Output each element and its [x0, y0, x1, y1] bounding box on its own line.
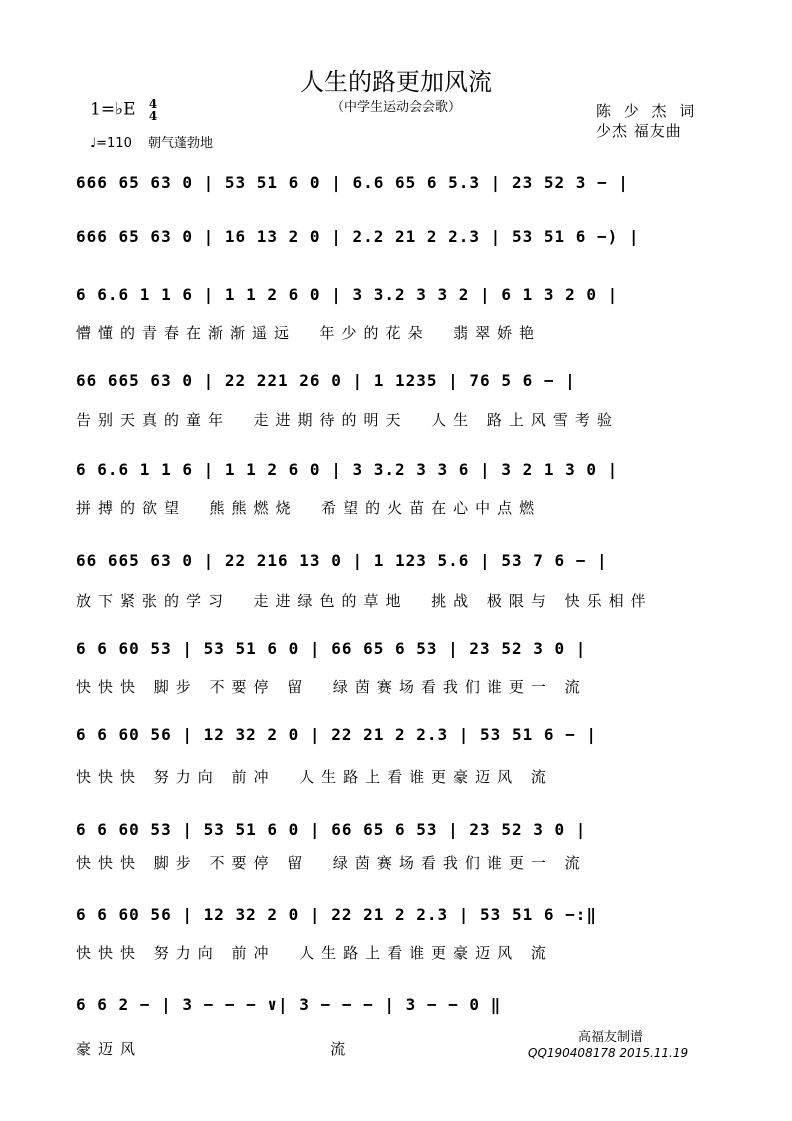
transcriber: 高福友制谱: [578, 1030, 644, 1045]
tempo-marking: [90, 132, 213, 151]
staff-line: [76, 455, 726, 485]
lyric-line: 豪迈风 流: [76, 1040, 353, 1058]
lyric-line: 告别天真的童年 走进期待的明天 人生 路上风雪考验: [76, 411, 619, 429]
staff-notes: 66 665 63 0 | 22 216 13 0 | 1 123 5.6 | 53 7 6 − |: [76, 551, 608, 570]
lyric-line: 放下紧张的学习 走进绿色的草地 挑战 极限与 快乐相伴: [76, 592, 653, 610]
staff-line: [76, 634, 726, 664]
staff-line: [76, 720, 726, 750]
key-signature: [90, 98, 157, 122]
staff-notes: 6 6 60 56 | 12 32 2 0 | 22 21 2 2.3 | 53 51 6 −:‖: [76, 905, 598, 924]
staff-line: [76, 546, 726, 576]
contact-date: QQ190408178 2015.11.19: [528, 1046, 689, 1060]
staff-line: [76, 280, 726, 310]
key-label: 1=♭E: [90, 99, 136, 120]
staff-notes: 666 65 63 0 | 16 13 2 0 | 2.2 21 2 2.3 | 53 51 6 −) |: [76, 227, 640, 246]
expression-mark: 朝气蓬勃地: [147, 136, 213, 151]
staff-notes: 6 6 2 − | 3 − − − ∨| 3 − − − | 3 − − 0 ‖: [76, 995, 502, 1014]
composer-credit: 少杰 福友曲: [596, 122, 682, 140]
staff-line: [76, 366, 726, 396]
staff-notes: 6 6 60 53 | 53 51 6 0 | 66 65 6 53 | 23 52 3 0 |: [76, 820, 587, 839]
staff-line: [76, 222, 726, 252]
staff-notes: 666 65 63 0 | 53 51 6 0 | 6.6 65 6 5.3 | 23 52 3 − |: [76, 173, 629, 192]
staff-notes: 66 665 63 0 | 22 221 26 0 | 1 1235 | 76 5 6 − |: [76, 371, 576, 390]
staff-line: [76, 990, 726, 1020]
lyric-line: 快快快 脚步 不要停 留 绿茵赛场看我们谁更一 流: [76, 854, 587, 872]
time-bottom: 4: [148, 109, 158, 123]
staff-notes: 6 6.6 1 1 6 | 1 1 2 6 0 | 3 3.2 3 3 2 | 6 1 3 2 0 |: [76, 285, 619, 304]
staff-notes: 6 6.6 1 1 6 | 1 1 2 6 0 | 3 3.2 3 3 6 | 3 2 1 3 0 |: [76, 460, 619, 479]
staff-notes: 6 6 60 56 | 12 32 2 0 | 22 21 2 2.3 | 53 51 6 − |: [76, 725, 598, 744]
page-title: 人生的路更加风流: [300, 68, 492, 96]
staff-line: [76, 900, 726, 930]
staff-line: [76, 815, 726, 845]
lyric-line: 懵懂的青春在渐渐遥远 年少的花朵 翡翠娇艳: [76, 324, 542, 342]
staff-line: [76, 168, 726, 198]
time-signature: [149, 98, 157, 122]
lyric-line: 快快快 努力向 前冲 人生路上看谁更豪迈风 流: [76, 944, 553, 962]
lyric-line: 拼搏的欲望 熊熊燃烧 希望的火苗在心中点燃: [76, 499, 542, 517]
subtitle: （中学生运动会会歌）: [330, 100, 461, 115]
staff-notes: 6 6 60 53 | 53 51 6 0 | 66 65 6 53 | 23 52 3 0 |: [76, 639, 587, 658]
lyricist-credit: 陈 少 杰 词: [596, 102, 699, 120]
lyric-line: 快快快 脚步 不要停 留 绿茵赛场看我们谁更一 流: [76, 678, 587, 696]
tempo-value: ♩=110: [90, 136, 132, 151]
lyric-line: 快快快 努力向 前冲 人生路上看谁更豪迈风 流: [76, 768, 553, 786]
time-top: 4: [148, 97, 158, 111]
